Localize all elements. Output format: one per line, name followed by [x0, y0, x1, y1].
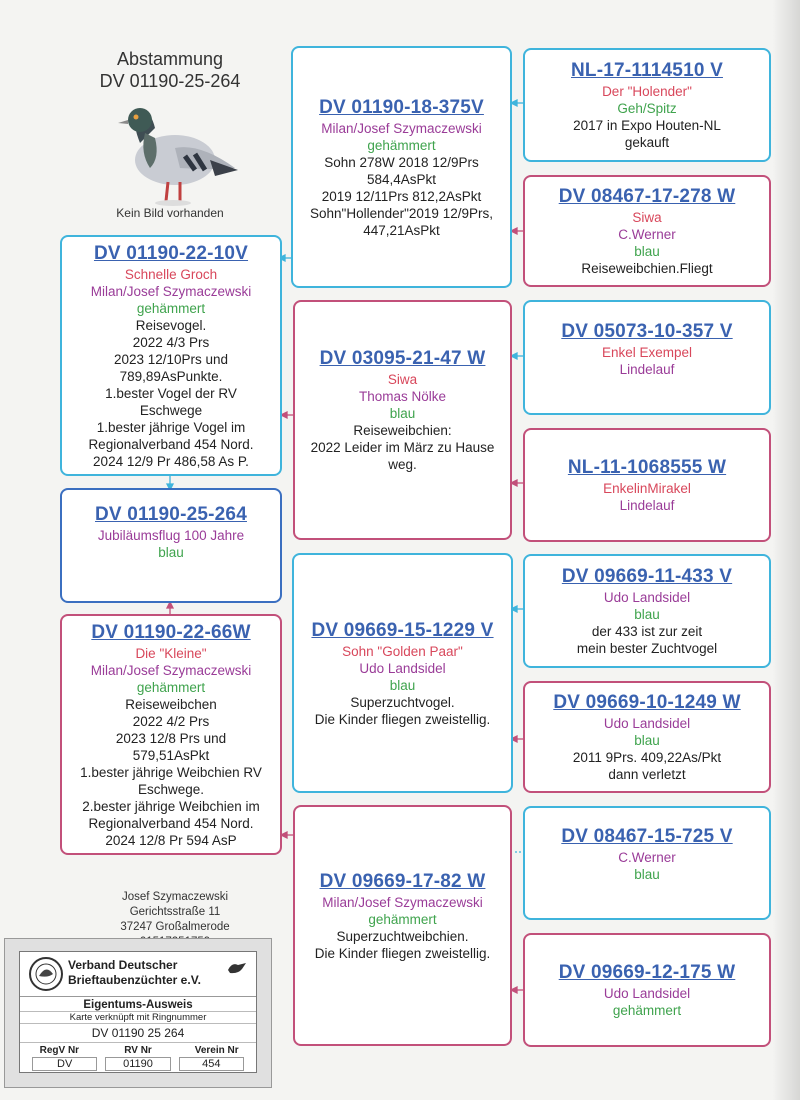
mfm-note: 2011 9Prs. 409,22As/Pkt	[572, 750, 722, 765]
mother-name: Die "Kleine"	[135, 645, 207, 661]
subject-ring[interactable]: DV 01190-25-264	[95, 503, 247, 525]
fff-card[interactable]	[523, 48, 771, 162]
mmm-card[interactable]	[523, 933, 771, 1047]
card-ring: DV 01190 25 264	[20, 1024, 256, 1043]
breeder-street: Gerichtsstraße 11	[129, 906, 221, 918]
father-ring[interactable]: DV 01190-22-10V	[93, 242, 249, 264]
mmm-owner: Udo Landsidel	[603, 986, 691, 1001]
fmf-ring[interactable]: DV 05073-10-357 V	[561, 320, 733, 342]
vdb-logo-icon	[28, 956, 64, 992]
father-note: 2023 12/10Prs und	[113, 351, 229, 367]
mmf-ring[interactable]: DV 08467-15-725 V	[561, 826, 733, 847]
father-note: 2022 4/3 Prs	[132, 334, 210, 350]
fm-note: Reiseweibchien:	[353, 423, 452, 438]
mmm-color: gehämmert	[612, 1003, 682, 1018]
card-org-line2: Brieftaubenzüchter e.V.	[68, 973, 201, 987]
rv-label: RV Nr	[124, 1045, 152, 1056]
mf-note: Die Kinder fliegen zweistellig.	[314, 711, 491, 727]
father-owner: Milan/Josef Szymaczewski	[90, 283, 252, 299]
regv-value: DV	[32, 1057, 97, 1071]
card-subtitle: Karte verknüpft mit Ringnummer	[20, 1012, 256, 1024]
fmm-owner: Lindelauf	[619, 498, 675, 513]
ffm-note: Reiseweibchien.Fliegt	[581, 261, 713, 276]
maternal-grandfather-card[interactable]	[292, 553, 513, 793]
card-title: Eigentums-Ausweis	[20, 997, 256, 1012]
fmm-ring[interactable]: NL-11-1068555 W	[567, 457, 727, 478]
ff-owner: Milan/Josef Szymaczewski	[321, 120, 482, 136]
maternal-grandmother-card[interactable]	[293, 805, 512, 1046]
ff-note: 584,4AsPkt	[366, 171, 437, 187]
ffm-name: Siwa	[632, 210, 662, 225]
mf-note: Superzuchtvogel.	[350, 694, 455, 710]
ff-note: Sohn"Hollender"2019 12/9Prs,	[310, 205, 493, 221]
fm-note: weg.	[388, 457, 417, 472]
ffm-ring[interactable]: DV 08467-17-278 W	[558, 186, 736, 207]
fm-name: Siwa	[387, 372, 418, 387]
regv-label: RegV Nr	[39, 1045, 80, 1056]
ffm-color: blau	[634, 244, 660, 259]
mff-owner: Udo Landsidel	[603, 590, 691, 605]
rv-value: 01190	[105, 1057, 170, 1071]
fff-color: Geh/Spitz	[617, 101, 677, 116]
mother-owner: Milan/Josef Szymaczewski	[90, 662, 252, 678]
mother-card[interactable]	[60, 614, 282, 855]
fmm-card[interactable]	[523, 428, 771, 542]
mother-note: Eschwege.	[137, 781, 205, 797]
mf-ring[interactable]: DV 09669-15-1229 V	[311, 619, 494, 641]
mff-color: blau	[634, 607, 660, 622]
mother-ring[interactable]: DV 01190-22-66W	[91, 621, 251, 643]
father-name: Schnelle Groch	[124, 266, 218, 282]
breeder-city: 37247 Großalmerode	[120, 921, 230, 933]
father-note: 1.bester Vogel der RV	[105, 385, 237, 401]
page-title: Abstammung	[116, 49, 224, 69]
father-note: Reisevogel.	[135, 317, 207, 333]
mmf-owner: C.Werner	[618, 850, 676, 865]
mm-ring[interactable]: DV 09669-17-82 W	[319, 870, 486, 892]
mother-note: 2.bester jährige Weibchien im	[82, 798, 260, 814]
mother-note: 1.bester jährige Weibchien RV	[80, 764, 262, 780]
mm-owner: Milan/Josef Szymaczewski	[322, 894, 483, 910]
fmm-name: EnkelinMirakel	[603, 481, 691, 496]
mother-note: 579,51AsPkt	[132, 747, 210, 763]
ff-note: 2019 12/11Prs 812,2AsPkt	[321, 188, 482, 204]
mff-note: der 433 ist zur zeit	[591, 624, 703, 639]
paternal-grandmother-card[interactable]	[293, 300, 512, 540]
ff-note: 447,21AsPkt	[363, 222, 440, 238]
mff-ring[interactable]: DV 09669-11-433 V	[561, 566, 733, 587]
verein-value: 454	[179, 1057, 244, 1071]
subject-color: blau	[158, 544, 184, 560]
mmf-color: blau	[634, 867, 660, 882]
father-note: Regionalverband 454 Nord.	[88, 436, 254, 452]
fmf-name: Enkel Exempel	[601, 344, 693, 360]
mfm-owner: Udo Landsidel	[603, 716, 691, 731]
ff-note: Sohn 278W 2018 12/9Prs	[324, 154, 479, 170]
mother-note: 2022 4/2 Prs	[132, 713, 210, 729]
mff-card[interactable]	[523, 554, 771, 668]
mmf-card[interactable]	[523, 806, 771, 920]
ff-color: gehämmert	[367, 137, 436, 153]
subject-card[interactable]	[60, 488, 282, 603]
father-note: 1.bester jährige Vogel im	[96, 419, 246, 435]
father-note: Eschwege	[139, 402, 203, 418]
fm-ring[interactable]: DV 03095-21-47 W	[319, 348, 486, 369]
father-color: gehämmert	[136, 300, 206, 316]
card-column-values	[20, 1056, 256, 1072]
fm-note: 2022 Leider im März zu Hause	[310, 440, 495, 455]
verein-label: Verein Nr	[194, 1045, 239, 1056]
fff-name: Der "Holender"	[602, 84, 692, 99]
mmm-ring[interactable]: DV 09669-12-175 W	[558, 962, 736, 983]
ownership-card	[4, 938, 272, 1088]
father-card[interactable]	[60, 235, 282, 476]
mf-owner: Udo Landsidel	[359, 660, 446, 676]
father-note: 2024 12/9 Pr 486,58 As P.	[93, 453, 249, 469]
fm-color: blau	[389, 406, 416, 421]
mother-color: gehämmert	[136, 679, 206, 695]
fff-note: 2017 in Expo Houten-NL	[573, 118, 721, 133]
photo-caption: Kein Bild vorhanden	[116, 206, 224, 220]
mother-note: 2024 12/8 Pr 594 AsP	[105, 832, 237, 848]
ffm-owner: C.Werner	[618, 227, 676, 242]
father-note: 789,89AsPunkte.	[119, 368, 223, 384]
card-org-line1: Verband Deutscher	[68, 958, 178, 972]
mother-note: Reiseweibchen	[125, 696, 217, 712]
mm-color: gehämmert	[368, 911, 437, 927]
ownership-card-body	[19, 951, 257, 1073]
subject-name: Jubiläumsflug 100 Jahre	[97, 527, 245, 543]
mfm-ring[interactable]: DV 09669-10-1249 W	[553, 692, 741, 713]
mother-note: 2023 12/8 Prs und	[115, 730, 227, 746]
fm-owner: Thomas Nölke	[358, 389, 447, 404]
fff-ring[interactable]: NL-17-1114510 V	[571, 60, 723, 81]
mfm-card[interactable]	[523, 681, 771, 793]
pedigree-header	[80, 48, 260, 92]
pigeon-image	[100, 98, 240, 208]
paternal-grandfather-card[interactable]	[291, 46, 512, 288]
subject-ring-heading: DV 01190-25-264	[99, 71, 241, 91]
mfm-note: dann verletzt	[608, 767, 686, 782]
mfm-color: blau	[634, 733, 660, 748]
pigeon-icon	[226, 960, 248, 976]
ff-ring[interactable]: DV 01190-18-375V	[319, 96, 484, 118]
fmf-card[interactable]	[523, 300, 771, 415]
mf-name: Sohn "Golden Paar"	[342, 643, 463, 659]
card-org	[68, 958, 201, 988]
mf-color: blau	[389, 677, 416, 693]
fmf-owner: Lindelauf	[619, 361, 675, 377]
mm-note: Superzuchtweibchien.	[336, 928, 469, 944]
card-column-headers	[20, 1043, 256, 1056]
mff-note: mein bester Zuchtvogel	[576, 641, 718, 656]
mother-note: Regionalverband 454 Nord.	[88, 815, 254, 831]
fff-note: gekauft	[624, 135, 670, 150]
card-header	[20, 952, 256, 997]
ffm-card[interactable]	[523, 175, 771, 287]
mm-note: Die Kinder fliegen zweistellig.	[314, 945, 491, 961]
breeder-name: Josef Szymaczewski	[121, 891, 229, 903]
